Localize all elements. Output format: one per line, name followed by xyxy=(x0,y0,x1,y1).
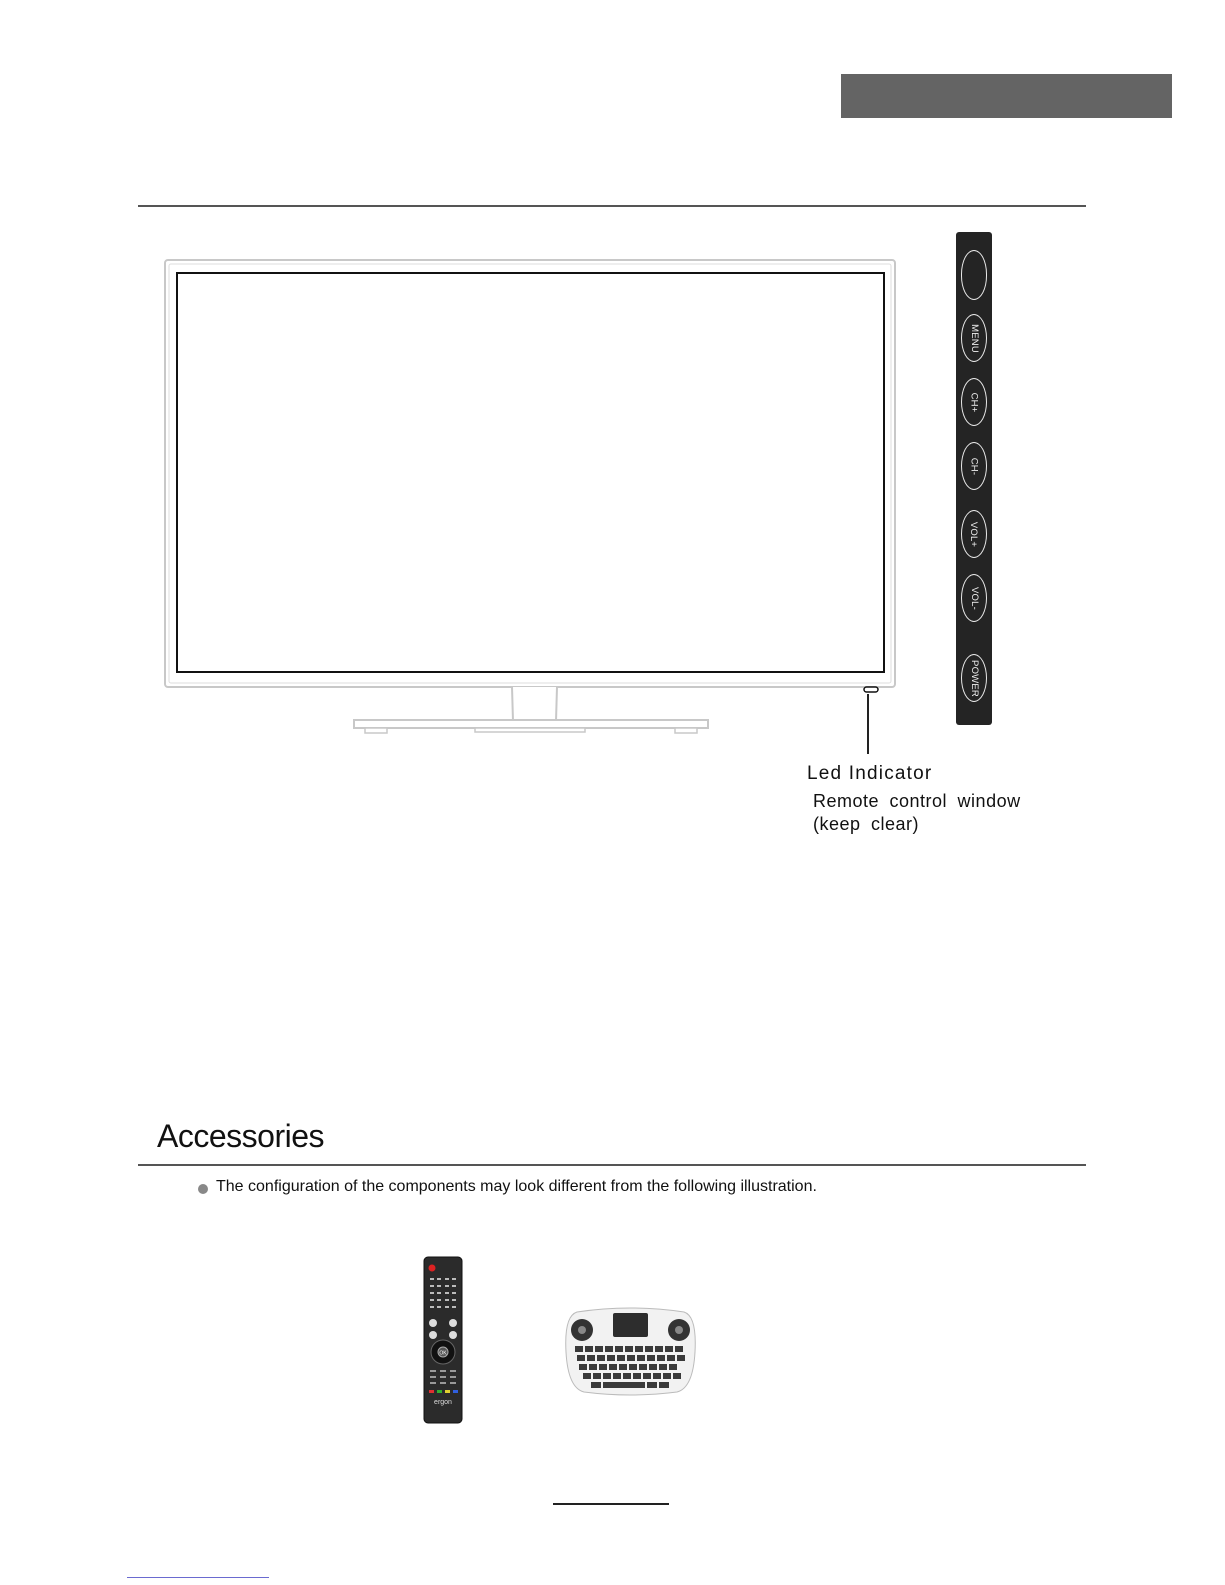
tv-bezel-inner xyxy=(169,264,891,683)
side-button-panel xyxy=(956,232,992,725)
tv-stand-neck xyxy=(512,687,557,721)
panel-button-label: POWER xyxy=(968,659,980,697)
panel-button-label: CH- xyxy=(968,457,980,475)
tv-stand-foot xyxy=(675,728,697,733)
led-callout-line xyxy=(867,694,869,754)
panel-button-label: CH+ xyxy=(968,392,980,412)
footer-page-line xyxy=(553,1503,669,1505)
section-rule-top xyxy=(138,205,1086,207)
panel-button-vol-up xyxy=(961,510,987,558)
remote-control-illustration xyxy=(423,1256,463,1426)
power-icon xyxy=(429,1265,436,1272)
panel-button-ch-down xyxy=(961,442,987,490)
accessories-heading: Accessories xyxy=(157,1118,324,1154)
panel-button-power xyxy=(961,654,987,702)
panel-button-label: VOL+ xyxy=(968,521,980,547)
led-indicator-dot xyxy=(864,687,878,692)
keep-clear-label: (keep clear) xyxy=(813,814,920,834)
panel-button-blank xyxy=(961,250,987,300)
remote-brand-logo: ergon xyxy=(434,1399,452,1406)
bottom-link-underline xyxy=(127,1577,269,1578)
panel-button-label: MENU xyxy=(968,323,980,353)
ok-label: OK xyxy=(439,1350,447,1357)
tv-bezel xyxy=(165,260,895,687)
wireless-keyboard-illustration xyxy=(563,1306,698,1398)
panel-button-menu xyxy=(961,314,987,362)
remote-window-label: Remote control window xyxy=(813,791,1021,811)
tv-stand-base xyxy=(354,720,708,728)
tv-stand-foot xyxy=(475,728,585,732)
section-rule-accessories xyxy=(138,1164,1086,1166)
tv-screen xyxy=(177,273,884,672)
keyboard-touchpad xyxy=(613,1313,648,1337)
tv-front-illustration xyxy=(150,250,910,740)
panel-button-vol-down xyxy=(961,574,987,622)
accessories-note: The configuration of the components may look different from the following illustration. xyxy=(216,1178,817,1195)
led-indicator-label: Led Indicator xyxy=(807,763,933,784)
panel-button-ch-up xyxy=(961,378,987,426)
panel-button-label: VOL- xyxy=(968,586,980,610)
header-bar xyxy=(841,74,1172,118)
bullet-icon xyxy=(198,1184,208,1194)
tv-stand-foot xyxy=(365,728,387,733)
